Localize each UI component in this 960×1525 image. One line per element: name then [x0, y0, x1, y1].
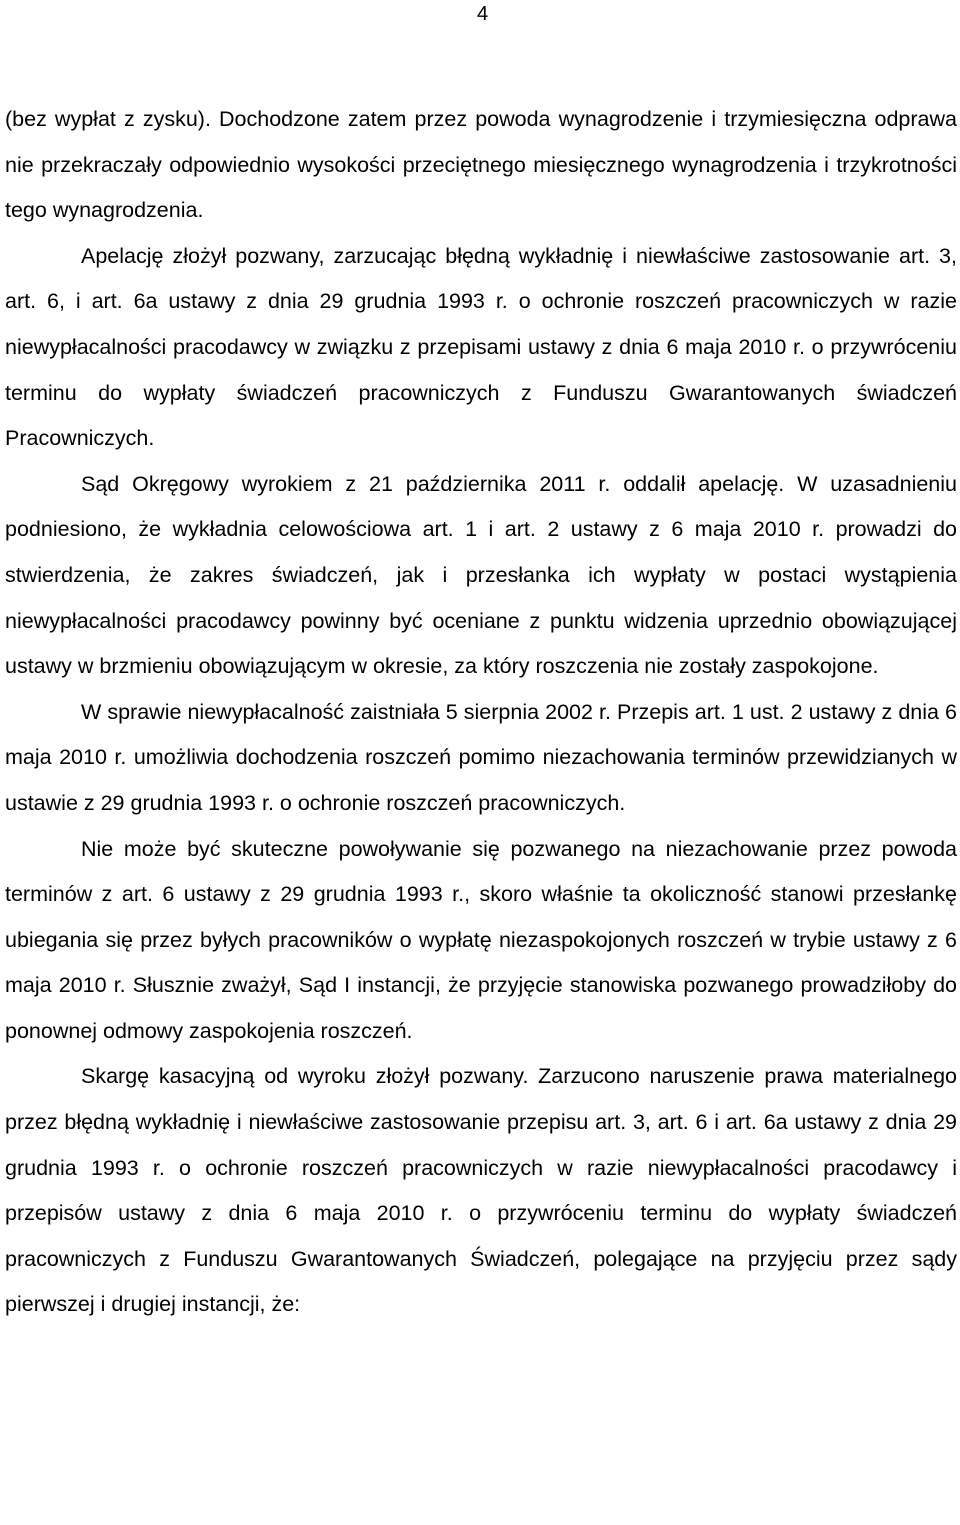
document-body [5, 97, 957, 1328]
paragraph: Nie może być skuteczne powoływanie się pozwanego na niezachowanie przez powoda terminów z art. 6 ustawy z 29 grudnia 1993 r., skoro właśnie ta okoliczność stanowi przesłankę ubiegania się przez byłych pracowników o wypłatę niezaspokojonych roszczeń w trybie ustawy z 6 maja 2010 r. Słusznie zważył, Sąd I instancji, że przyjęcie stanowiska pozwanego prowadziłoby do ponownej odmowy zaspokojenia roszczeń. [5, 836, 957, 1043]
paragraph: W sprawie niewypłacalność zaistniała 5 sierpnia 2002 r. Przepis art. 1 ust. 2 ustawy z dnia 6 maja 2010 r. umożliwia dochodzenia roszczeń pomimo niezachowania terminów przewidzianych w ustawie z 29 grudnia 1993 r. o ochronie roszczeń pracowniczych. [5, 699, 957, 815]
paragraph: Apelację złożył pozwany, zarzucając błędną wykładnię i niewłaściwe zastosowanie art. 3, art. 6, i art. 6a ustawy z dnia 29 grudnia 1993 r. o ochronie roszczeń pracowniczych w razie niewypłacalności pracodawcy w związku z przepisami ustawy z dnia 6 maja 2010 r. o przywróceniu terminu do wypłaty świadczeń pracowniczych z Funduszu Gwarantowanych świadczeń Pracowniczych. [5, 243, 957, 451]
page-number: 4 [477, 3, 489, 25]
paragraph: (bez wypłat z zysku). Dochodzone zatem przez powoda wynagrodzenie i trzymiesięczna odprawa nie przekraczały odpowiednio wysokości przeciętnego miesięcznego wynagrodzenia i trzykrotności tego wynagrodzenia. [5, 107, 957, 223]
paragraph: Sąd Okręgowy wyrokiem z 21 października 2011 r. oddalił apelację. W uzasadnieniu podniesiono, że wykładnia celowościowa art. 1 i art. 2 ustawy z 6 maja 2010 r. prowadzi do stwierdzenia, że zakres świadczeń, jak i przesłanka ich wypłaty w postaci wystąpienia niewypłacalności pracodawcy powinny być oceniane z punktu widzenia uprzednio obowiązującej ustawy w brzmieniu obowiązującym w okresie, za który roszczenia nie zostały zaspokojone. [5, 471, 957, 679]
paragraph: Skargę kasacyjną od wyroku złożył pozwany. Zarzucono naruszenie prawa materialnego przez błędną wykładnię i niewłaściwe zastosowanie przepisu art. 3, art. 6 i art. 6a ustawy z dnia 29 grudnia 1993 r. o ochronie roszczeń pracowniczych w razie niewypłacalności pracodawcy i przepisów ustawy z dnia 6 maja 2010 r. o przywróceniu terminu do wypłaty świadczeń pracowniczych z Funduszu Gwarantowanych Świadczeń, polegające na przyjęciu przez sądy pierwszej i drugiej instancji, że: [5, 1064, 957, 1317]
